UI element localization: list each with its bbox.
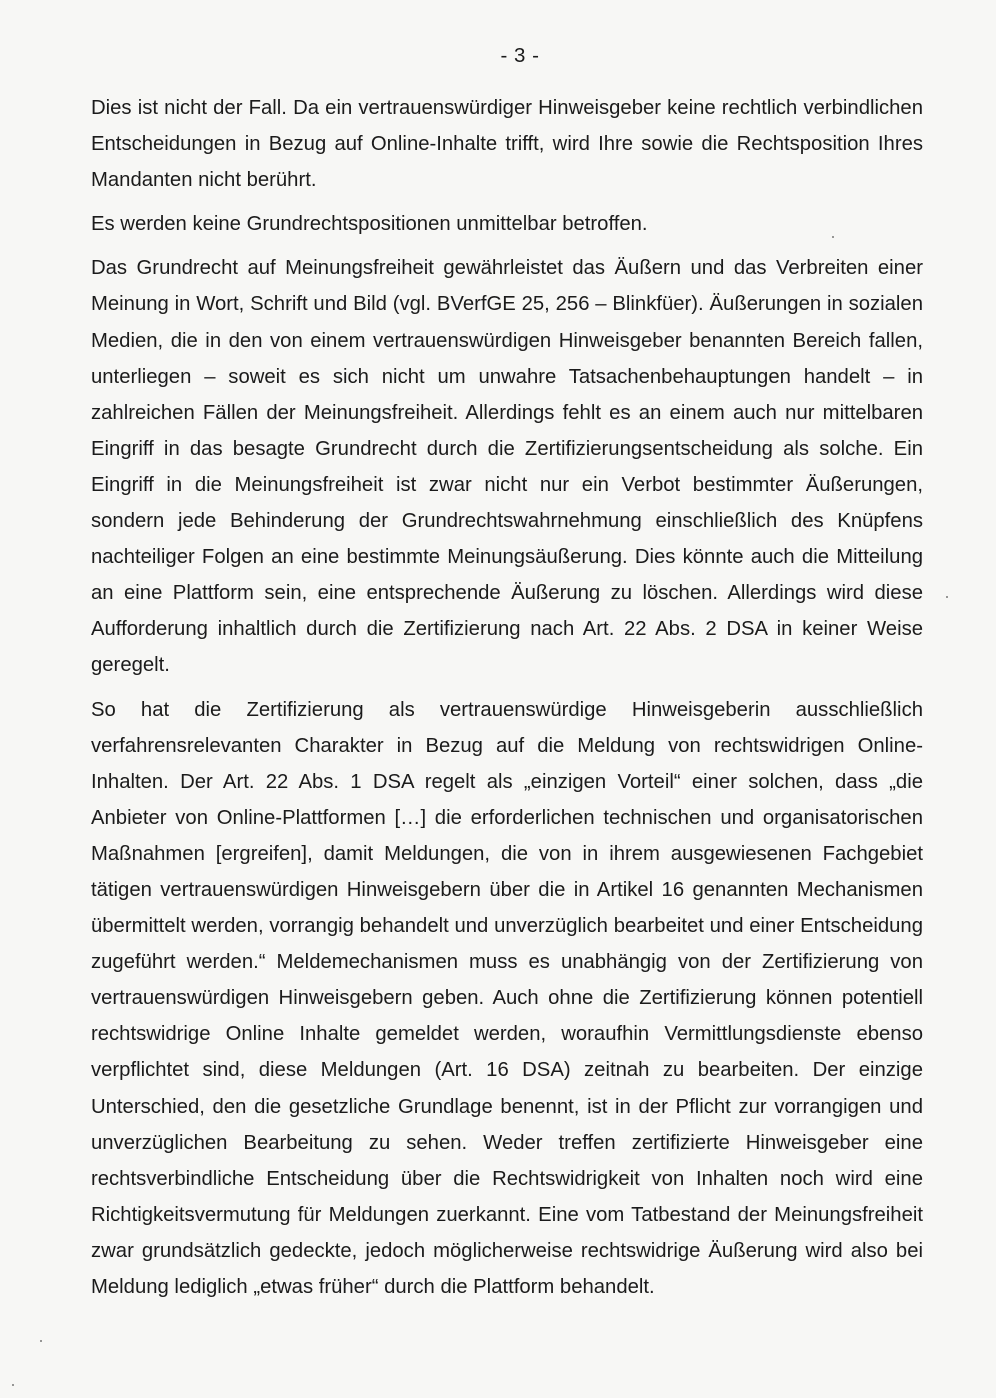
paragraph-1: Dies ist nicht der Fall. Da ein vertrauenswürdiger Hinweisgeber keine rechtlich verbindlichen Entscheidungen in Bezug auf Online-Inhalte trifft, wird Ihre sowie die Rechtsposition Ihres Mandanten nicht berührt. [91, 97, 923, 192]
paragraph-4: So hat die Zertifizierung als vertrauenswürdige Hinweisgeberin ausschließlich verfahrensrelevanten Charakter in Bezug auf die Meldung von rechtswidrigen Online-Inhalten. Der Art. 22 Abs. 1 DSA regelt als „einzigen Vorteil“ einer solchen, dass „die Anbieter von Online-Plattformen […] die erforderlichen technischen und organisatorischen Maßnahmen [ergreifen], damit Meldungen, die von in ihrem ausgewiesenen Fachgebiet tätigen vertrauenswürdigen Hinweisgebern über die in Artikel 16 genannten Mechanismen übermittelt werden, vorrangig behandelt und unverzüglich bearbeitet und einer Entscheidung zugeführt werden.“ Meldemechanismen muss es unabhängig von der Zertifizierung von vertrauenswürdigen Hinweisgebern geben. Auch ohne die Zertifizierung können potentiell rechtswidrige Online Inhalte gemeldet werden, woraufhin Vermittlungsdienste ebenso verpflichtet sind, diese Meldungen (Art. 16 DSA) zeitnah zu bearbeiten. Der einzige Unterschied, den die gesetzliche Grundlage benennt, ist in der Pflicht zur vorrangigen und unverzüglichen Bearbeitung zu sehen. Weder treffen zertifizierte Hinweisgeber eine rechtsverbindliche Entscheidung über die Rechtswidrigkeit von Inhalten noch wird eine Richtigkeitsvermutung für Meldungen zuerkannt. Eine vom Tatbestand der Meinungsfreiheit zwar grundsätzlich gedeckte, jedoch möglicherweise rechtswidrige Äußerung wird also bei Meldung lediglich „etwas früher“ durch die Plattform behandelt. [91, 698, 923, 1298]
paragraph-2: Es werden keine Grundrechtspositionen unmittelbar betroffen. [91, 213, 648, 236]
page-number: - 3 - [500, 44, 540, 67]
scan-speck [40, 1340, 42, 1342]
paragraph-3: Das Grundrecht auf Meinungsfreiheit gewährleistet das Äußern und das Verbreiten einer Meinung in Wort, Schrift und Bild (vgl. BVerfGE 25, 256 – Blinkfüer). Äußerungen in sozialen Medien, die in den von einem vertrauenswürdigen Hinweisgeber benannten Bereich fallen, unterliegen – soweit es sich nicht um unwahre Tatsachenbehauptungen handelt – in zahlreichen Fällen der Meinungsfreiheit. Allerdings fehlt es an einem auch nur mittelbaren Eingriff in das besagte Grundrecht durch die Zertifizierungsentscheidung als solche. Ein Eingriff in die Meinungsfreiheit ist zwar nicht nur ein Verbot bestimmter Äußerungen, sondern jede Behinderung der Grundrechtswahrnehmung einschließlich des Knüpfens nachteiliger Folgen an eine bestimmte Meinungsäußerung. Dies könnte auch die Mitteilung an eine Plattform sein, eine entsprechende Äußerung zu löschen. Allerdings wird diese Aufforderung inhaltlich durch die Zertifizierung nach Art. 22 Abs. 2 DSA in keiner Weise geregelt. [91, 257, 923, 677]
scan-speck [12, 1384, 14, 1386]
scan-speck [946, 596, 948, 598]
scan-speck [832, 236, 834, 238]
document-body [91, 90, 923, 1305]
